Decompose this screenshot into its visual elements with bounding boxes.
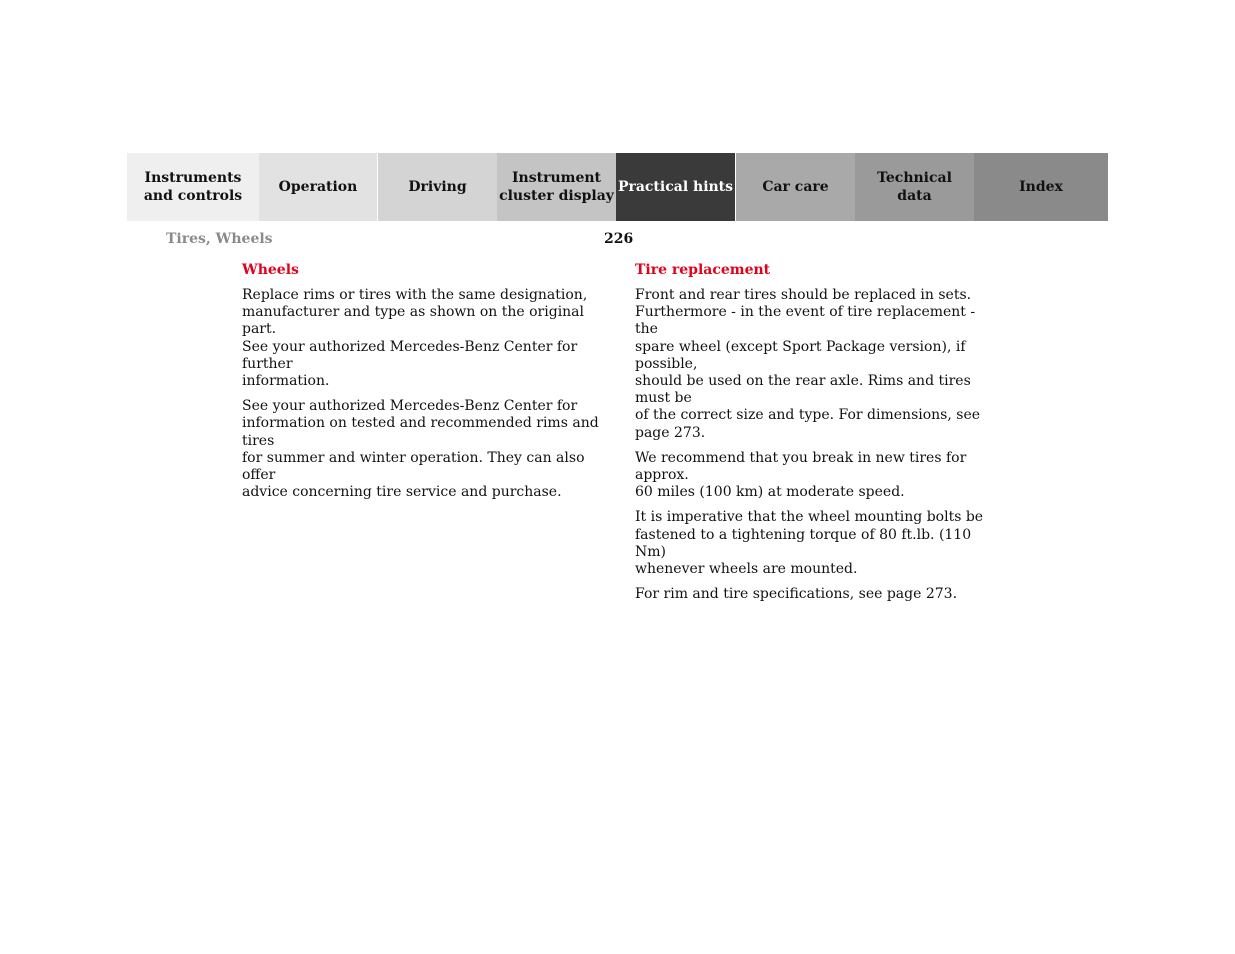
wheels-heading: Wheels [242, 262, 299, 278]
tab-driving[interactable] [378, 153, 497, 221]
tab-label: Technical [877, 170, 952, 186]
tire-replacement-paragraph: It is imperative that the wheel mounting bolts be fastened to a tightening torque of 80 ft.lb. (110 Nm) whenever wheels are mounted. [635, 509, 984, 578]
tab-operation[interactable] [259, 153, 378, 221]
tab-label: Instruments [144, 170, 242, 186]
chapter-tabs [127, 153, 1108, 221]
tire-replacement-paragraph: Front and rear tires should be replaced in sets. Furthermore - in the event of tire replacement - the spare wheel (except Sport Package version), if possible, should be used on the rear axle. Rims and tires must be of the correct size and type. For dimensions, see page 273. [635, 287, 981, 441]
tab-technical-data[interactable] [855, 153, 974, 221]
tab-label: Car care [762, 179, 829, 195]
tire-replacement-heading: Tire replacement [635, 262, 771, 278]
tab-practical-hints[interactable] [616, 153, 736, 221]
tab-label: cluster display [499, 188, 614, 204]
wheels-paragraph: Replace rims or tires with the same designation, manufacturer and type as shown on the original part. See your authorized Mercedes-Benz Center for further information. [242, 287, 588, 390]
section-title: Tires, Wheels [166, 231, 273, 247]
tire-replacement-column [635, 262, 1000, 611]
tab-label: Practical hints [617, 179, 734, 195]
tab-car-care[interactable] [736, 153, 855, 221]
tab-instrument-cluster-display[interactable] [497, 153, 616, 221]
page-number: 226 [604, 231, 634, 247]
tab-label: Index [1019, 179, 1063, 195]
tire-replacement-paragraph: We recommend that you break in new tires for approx. 60 miles (100 km) at moderate speed. [635, 449, 967, 501]
tab-index[interactable] [974, 153, 1108, 221]
tab-instruments-and-controls[interactable] [127, 153, 259, 221]
tab-label: data [897, 188, 932, 204]
tab-label: Operation [278, 179, 358, 195]
tab-label: Instrument [512, 170, 601, 186]
tab-label: and controls [143, 188, 243, 204]
tire-replacement-paragraph: For rim and tire specifications, see page 273. [635, 586, 958, 603]
wheels-column [242, 262, 607, 509]
wheels-paragraph: See your authorized Mercedes-Benz Center for information on tested and recommended rims and tires for summer and winter operation. They can also offer advice concerning tire service and purchase. [242, 398, 599, 501]
tab-label: Driving [408, 179, 467, 195]
